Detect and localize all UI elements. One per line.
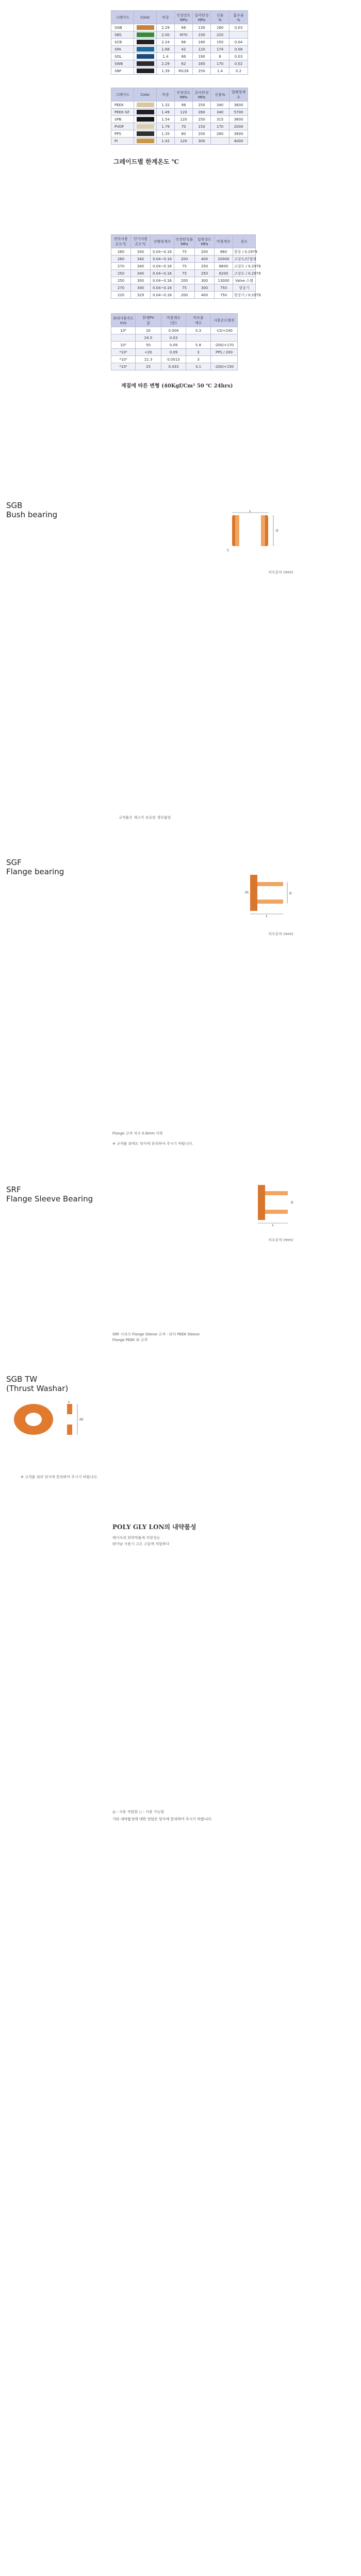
table-cell: 340 [131, 284, 151, 292]
temp-table-header-cell: 마찰계수 [215, 235, 233, 248]
table-row [111, 248, 256, 256]
table-cell: 270 [111, 284, 131, 292]
value-cell: 190 [193, 53, 211, 60]
sgf-flange-drawing [229, 871, 302, 917]
table-cell: 340 [131, 248, 151, 256]
svg-text:D: D [276, 529, 278, 533]
table-cell: 270 [111, 263, 131, 270]
material-table-1-header-cell: 비중 [157, 11, 175, 24]
value-cell: 2.29 [157, 60, 175, 67]
table-cell: 0.04~0.16 [151, 270, 174, 277]
table-cell: 0.04~0.16 [151, 284, 174, 292]
table-cell: 50 [136, 342, 161, 349]
svg-text:C: C [227, 549, 229, 552]
table-cell: *10⁵ [111, 349, 136, 356]
table-cell: 260 [111, 248, 131, 256]
material-row [111, 53, 248, 60]
color-swatch [137, 32, 154, 37]
color-swatch [137, 103, 154, 107]
table-cell: 220 [111, 292, 131, 299]
table-cell: 329 [131, 292, 151, 299]
table-cell: 200 [195, 248, 215, 256]
table-cell [211, 356, 238, 363]
pv-table [111, 313, 238, 370]
value-cell: M70 [175, 31, 193, 39]
tw-note: ※ 규격품 외의 당사에 문의하여 주시기 바랍니다. [21, 1475, 98, 1479]
value-cell: 150 [211, 39, 229, 46]
table-cell: 250 [111, 277, 131, 284]
material-table-1-header-cell: 인장강도 MPa [175, 11, 193, 24]
sgf-unit: 치수공차 (mm) [268, 932, 293, 936]
table-cell: 75 [174, 248, 195, 256]
value-cell: M126 [175, 67, 193, 75]
chem-title: POLY GLY LON의 내약품성 [112, 1523, 196, 1531]
table-cell: Valve 스템 [233, 277, 256, 284]
grade-name: SPB [111, 116, 134, 123]
table-cell: 0.09 [161, 342, 186, 349]
temperature-table [111, 234, 261, 299]
deformation-chart [111, 392, 266, 451]
table-cell [186, 334, 211, 342]
value-cell: 1.54 [157, 116, 175, 123]
value-cell: 1.79 [157, 123, 175, 130]
svg-text:d2: d2 [79, 1418, 84, 1421]
value-cell: 170 [211, 60, 229, 67]
svg-text:d1: d1 [245, 891, 249, 894]
value-cell [211, 138, 229, 145]
color-cell [134, 123, 157, 130]
material-table-2-header-cell: 열팽창계수 [229, 88, 248, 101]
table-row [111, 342, 238, 349]
table-cell: 400 [195, 292, 215, 299]
material-row [111, 39, 248, 46]
color-cell [134, 67, 157, 75]
srf-title [6, 1185, 93, 1204]
color-cell [134, 116, 157, 123]
material-row [111, 116, 248, 123]
table-cell: 250 [111, 270, 131, 277]
sgf-note1: Flange 규격 치수 0.6mm 이하 [112, 1131, 163, 1136]
table-cell: 260 [111, 256, 131, 263]
temp-table-header-cell: 단기사용 온도℃ [131, 235, 151, 248]
grade-name: SBS [111, 31, 134, 39]
value-cell: 174 [211, 46, 229, 53]
table-cell: 400 [195, 256, 215, 263]
table-cell: 0.0013 [161, 356, 186, 363]
color-cell [134, 39, 157, 46]
table-cell: PPS / 200 [211, 349, 238, 356]
color-swatch [137, 40, 154, 44]
pv-table-header-cell: 사용온도범위 [211, 314, 238, 327]
value-cell: 120 [175, 116, 193, 123]
value-cell: 2.24 [157, 39, 175, 46]
color-cell [134, 24, 157, 31]
value-cell: 0.2 [229, 67, 248, 75]
table-cell: 항공기 [233, 284, 256, 292]
table-cell: 75 [174, 270, 195, 277]
material-table-2-header-cell: 인장강도 MPa [175, 88, 193, 101]
table-cell: 0.04~0.16 [151, 292, 174, 299]
sgb-title-line2: Bush bearing [6, 510, 58, 519]
grade-name: SCB [111, 39, 134, 46]
sgb-bush-drawing [211, 510, 289, 554]
srf-note1: SRF 시리즈 Flange Sleeve 규격 - 타사 PEEK Sleeve [112, 1332, 200, 1336]
value-cell: 66 [175, 39, 193, 46]
material-row [111, 67, 248, 75]
flange-bore [257, 886, 283, 900]
table-row [111, 334, 238, 342]
color-cell [134, 130, 157, 138]
material-table-1-header-cell: Color [134, 11, 157, 24]
tw-title-line2: (Thrust Washar) [6, 1384, 69, 1393]
value-cell: 120 [193, 46, 211, 53]
table-cell: 750 [215, 292, 233, 299]
value-cell: 4000 [229, 138, 248, 145]
table-cell: 250 [195, 270, 215, 277]
value-cell: 340 [211, 109, 229, 116]
material-row [111, 123, 248, 130]
color-cell [134, 31, 157, 39]
table-cell: 3.1 [186, 363, 211, 370]
table-cell: 200 [174, 277, 195, 284]
table-cell: 고강도 / 0.2979 [233, 270, 256, 277]
material-row [111, 138, 248, 145]
absorb-chart-title: 재질에 따른 변형 (40Kgf/Cm² 50 ℃ 24hrs) [121, 383, 233, 389]
grade-name: SGB [111, 24, 134, 31]
value-cell: 0.08 [229, 46, 248, 53]
value-cell: 8 [211, 53, 229, 60]
table-row [111, 270, 256, 277]
value-cell: 42 [175, 46, 193, 53]
pv-table-header-cell: 마찰계수 (동) [161, 314, 186, 327]
value-cell: 62 [175, 60, 193, 67]
table-cell: 250 [195, 263, 215, 270]
table-cell: 8600 [215, 263, 233, 270]
value-cell: 250 [193, 116, 211, 123]
table-cell: 300 [131, 277, 151, 284]
value-cell: 1.4 [211, 67, 229, 75]
table-row [111, 277, 256, 284]
table-cell: 25 [136, 363, 161, 370]
flange-rim [250, 875, 257, 911]
table-cell: 3 [186, 356, 211, 363]
table-cell: 항공 / 0.2979 [233, 248, 256, 256]
table-cell: -200/+150 [211, 363, 238, 370]
value-cell: 170 [211, 123, 229, 130]
value-cell: 250 [193, 67, 211, 75]
value-cell: 66 [175, 24, 193, 31]
table-cell: 200 [174, 256, 195, 263]
value-cell: 3600 [229, 101, 248, 109]
table-cell: *10⁵ [111, 356, 136, 363]
table-cell: 0.04~0.16 [151, 248, 174, 256]
color-swatch [137, 69, 154, 73]
value-cell: 1.39 [157, 67, 175, 75]
table-cell: 0.04~0.16 [151, 277, 174, 284]
color-swatch [137, 139, 154, 143]
value-cell: 2.29 [157, 24, 175, 31]
bush-bore [239, 515, 261, 546]
svg-text:s: s [68, 1400, 70, 1404]
value-cell: 1.4 [157, 53, 175, 60]
grade-name: PI [111, 138, 134, 145]
temp-table-header-cell: 용도 [233, 235, 256, 248]
value-cell: 315 [211, 116, 229, 123]
value-cell: 80 [175, 130, 193, 138]
value-cell: 1.49 [157, 109, 175, 116]
table-cell: 340 [131, 270, 151, 277]
table-cell: 340 [131, 263, 151, 270]
table-cell: -15/+200 [211, 327, 238, 334]
washer-hole [25, 1413, 42, 1426]
pv-table-header-cell: 마모율 계수 [186, 314, 211, 327]
table-cell: 0.04~0.16 [151, 263, 174, 270]
sgb-title [6, 501, 57, 519]
value-cell: 180 [193, 39, 211, 46]
value-cell: 180 [211, 24, 229, 31]
value-cell [229, 31, 248, 39]
material-table-1-header-cell: 그레이드 [111, 11, 134, 24]
table-cell: 0.03 [161, 334, 186, 342]
chem-footer: 기타 내약품성에 대한 상담은 당사에 문의하여 주시기 바랍니다. [112, 1817, 212, 1821]
grade-name: PVDF [111, 123, 134, 130]
value-cell: 150 [193, 123, 211, 130]
value-cell: 220 [211, 31, 229, 39]
value-cell: 1.32 [157, 101, 175, 109]
color-cell [134, 53, 157, 60]
table-cell: 0.433 [161, 363, 186, 370]
color-swatch [137, 131, 154, 136]
color-cell [134, 138, 157, 145]
grade-name: SNF [111, 67, 134, 75]
value-cell: 340 [211, 101, 229, 109]
table-row [111, 356, 238, 363]
table-cell: 200 [174, 292, 195, 299]
material-table-1-header-cell: 신율 % [211, 11, 229, 24]
chem-intro1: 테이프의 화학약품에 저항성능 [112, 1536, 160, 1540]
value-cell: 2000 [229, 123, 248, 130]
material-row [111, 46, 248, 53]
table-row [111, 263, 256, 270]
srf-unit: 치수공차 (mm) [268, 1238, 293, 1242]
svg-text:D: D [291, 1201, 293, 1205]
material-table-2 [111, 88, 248, 145]
table-cell: 860 [215, 248, 233, 256]
grade-name: PEEK [111, 101, 134, 109]
tw-title-line1: SGB TW [6, 1375, 38, 1384]
material-table-2-header-cell: 비중 [157, 88, 175, 101]
value-cell: 260 [193, 109, 211, 116]
svg-text:D: D [289, 892, 292, 895]
table-cell: 750 [215, 284, 233, 292]
table-cell: 20 [136, 327, 161, 334]
value-cell: 5700 [229, 109, 248, 116]
table-cell: 3 [186, 349, 211, 356]
value-cell: 0.02 [229, 60, 248, 67]
sgf-title-line1: SGF [6, 858, 22, 867]
color-swatch [137, 117, 154, 122]
grade-name: SPA [111, 46, 134, 53]
value-cell: 0.03 [229, 24, 248, 31]
pv-table-header-cell: 한계PV 값 [136, 314, 161, 327]
material-table-1-header-cell: 흡수율 % [229, 11, 248, 24]
sgf-title [6, 858, 64, 876]
table-cell: 6200 [215, 270, 233, 277]
value-cell: 0.04 [229, 39, 248, 46]
chem-legend: ◎ : 사용 적합함 ○ : 사용 가능함 [112, 1810, 165, 1814]
grade-name: SOL [111, 53, 134, 60]
material-row [111, 109, 248, 116]
color-swatch [137, 61, 154, 66]
value-cell: 120 [175, 138, 193, 145]
srf-title-line1: SRF [6, 1185, 21, 1194]
table-cell: 0.004 [161, 327, 186, 334]
grade-name: SWB [111, 60, 134, 67]
table-cell: 20000 [215, 256, 233, 263]
table-cell: 10⁵ [111, 342, 136, 349]
table-cell [111, 334, 136, 342]
material-row [111, 101, 248, 109]
temp-limit-chart [111, 167, 260, 227]
value-cell: 66 [175, 53, 193, 60]
tw-washer-drawing [5, 1401, 95, 1437]
table-cell: 0.04~0.16 [151, 256, 174, 263]
value-cell: 130 [193, 24, 211, 31]
temp-chart-title: 그레이드별 한계온도 ℃ [113, 158, 179, 165]
table-cell: 75 [174, 263, 195, 270]
color-cell [134, 60, 157, 67]
table-cell: 5.8 [186, 342, 211, 349]
value-cell: 300 [193, 138, 211, 145]
table-cell: 10⁵ [111, 327, 136, 334]
table-cell: 0.3 [186, 327, 211, 334]
temp-table-header-cell: 연속사용 온도℃ [111, 235, 131, 248]
svg-text:L: L [266, 914, 268, 918]
svg-text:L: L [249, 510, 251, 513]
table-cell: 21.3 [136, 356, 161, 363]
table-cell: 75 [174, 284, 195, 292]
color-cell [134, 46, 157, 53]
value-cell: 1.42 [157, 138, 175, 145]
material-row [111, 60, 248, 67]
value-cell: 260 [211, 130, 229, 138]
table-cell [211, 334, 238, 342]
table-row [111, 327, 238, 334]
grade-name: PPS [111, 130, 134, 138]
value-cell: 230 [193, 31, 211, 39]
table-row [111, 349, 238, 356]
sgf-title-line2: Flange bearing [6, 867, 64, 876]
color-swatch [137, 54, 154, 59]
color-swatch [137, 47, 154, 52]
color-swatch [137, 25, 154, 30]
table-row [111, 292, 256, 299]
material-table-2-header-cell: 그레이드 [111, 88, 134, 101]
table-row [111, 284, 256, 292]
svg-text:L: L [272, 1224, 274, 1227]
sgf-note2: ※ 규격품 외에도 당사에 문의하여 주시기 바랍니다. [112, 1142, 193, 1146]
table-cell: 300 [195, 277, 215, 284]
value-cell: 200 [193, 130, 211, 138]
value-cell: 1.35 [157, 130, 175, 138]
value-cell: 0.03 [229, 53, 248, 60]
grade-name: PEEK GF [111, 109, 134, 116]
temp-table-header-cell: 인장탄성율 MPa [174, 235, 195, 248]
chem-intro2: 뛰어남 사용시 고온 고압에 적합하다 [112, 1542, 170, 1546]
value-cell: 2.00 [157, 31, 175, 39]
value-cell: 120 [175, 109, 193, 116]
sgb-unit: 치수공차 (mm) [268, 570, 293, 574]
table-row [111, 363, 238, 370]
temp-table-header-cell: 압축강도 MPa [195, 235, 215, 248]
srf-sleeve-drawing [242, 1180, 304, 1226]
color-swatch [137, 124, 154, 129]
table-row [111, 256, 256, 263]
color-cell [134, 109, 157, 116]
table-cell: 340 [131, 256, 151, 263]
material-table-2-header-cell: 굴곡탄성 MPa [193, 88, 211, 101]
value-cell: 70 [175, 123, 193, 130]
tw-title [6, 1375, 68, 1393]
sgb-title-line1: SGB [6, 501, 23, 510]
table-cell: 300 [195, 284, 215, 292]
table-cell: 고강도/단열재 [233, 256, 256, 263]
value-cell: 3600 [229, 116, 248, 123]
value-cell: 98 [175, 101, 193, 109]
material-row [111, 130, 248, 138]
material-table-2-header-cell: Color [134, 88, 157, 101]
material-table-1-header-cell: 굴곡탄성 MPa [193, 11, 211, 24]
srf-note2: Flange PEEK 외 규격 [112, 1338, 148, 1342]
value-cell: 3800 [229, 130, 248, 138]
material-row [111, 24, 248, 31]
color-cell [134, 101, 157, 109]
table-cell: *10⁵ [111, 363, 136, 370]
table-cell: 0.09 [161, 349, 186, 356]
color-swatch [137, 110, 154, 114]
material-table-1 [111, 10, 248, 75]
temp-table-header-cell: 선팽창계수 [151, 235, 174, 248]
srf-title-line2: Flange Sleeve Bearing [6, 1194, 93, 1204]
table-cell: 항공기 / 0.2979 [233, 292, 256, 299]
value-cell: 250 [193, 101, 211, 109]
table-cell: 24.5 [136, 334, 161, 342]
material-table-2-header-cell: 신율% [211, 88, 229, 101]
sgb-note: 규격품은 재고가 보유된 생산품임 [119, 816, 171, 820]
pv-table-header-cell: 최대사용속도 m/s [111, 314, 136, 327]
table-cell: 13000 [215, 277, 233, 284]
value-cell: 1.68 [157, 46, 175, 53]
table-cell: <20 [136, 349, 161, 356]
table-cell: 고강도 / 0.2979 [233, 263, 256, 270]
value-cell: 160 [193, 60, 211, 67]
material-row [111, 31, 248, 39]
table-cell: -200/+170 [211, 342, 238, 349]
